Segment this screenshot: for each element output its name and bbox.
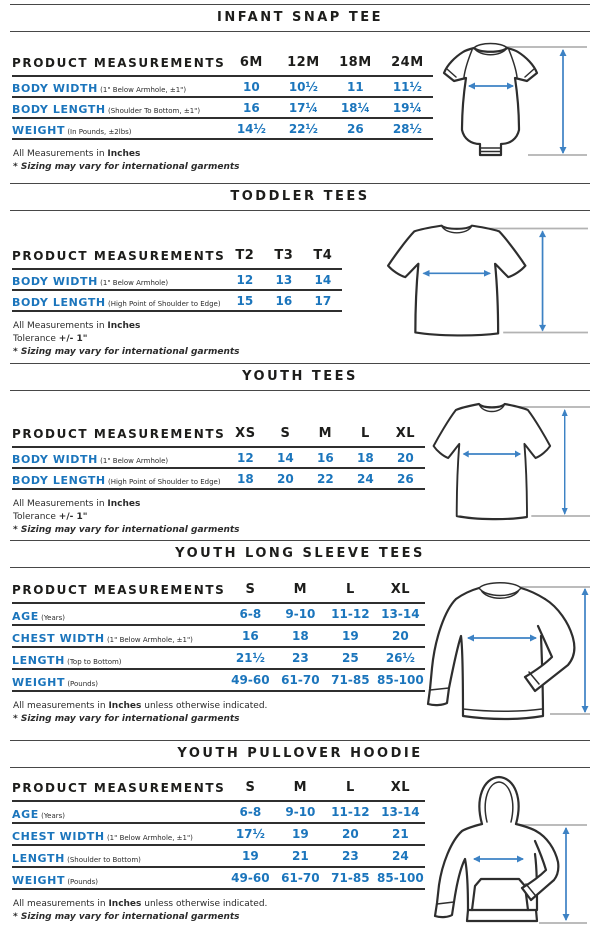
section-content <box>10 32 590 174</box>
measurement-row <box>12 845 425 867</box>
section-title: INFANT SNAP TEE <box>217 10 383 25</box>
size-chart-section <box>10 363 590 540</box>
measurement-note: (Top to Bottom) <box>64 657 122 666</box>
toddler-tee-icon <box>378 218 590 342</box>
measurement-row <box>12 823 425 845</box>
measurement-value: 85-100 <box>375 867 425 889</box>
footnotes <box>13 320 342 359</box>
garment-illustration <box>378 218 590 342</box>
section-title-bar <box>10 540 590 568</box>
garment-illustration <box>435 38 590 168</box>
measurement-value: 21 <box>375 823 425 845</box>
section-title: YOUTH PULLOVER HOODIE <box>177 746 423 761</box>
measurement-note: (Pounds) <box>65 679 98 688</box>
measurement-label-cell <box>12 823 225 845</box>
size-column-header: S <box>225 777 275 801</box>
measurement-value: 17¼ <box>277 97 329 118</box>
measurements-table <box>12 52 433 140</box>
measurement-value: 61-70 <box>275 669 325 691</box>
measurement-value: 20 <box>375 625 425 647</box>
garment-illustration <box>425 769 590 926</box>
footnote: All measurements in Inches unless otherwise indicated. <box>13 899 268 909</box>
measurement-row <box>12 867 425 889</box>
measurement-value: 20 <box>325 823 375 845</box>
section-title: YOUTH LONG SLEEVE TEES <box>175 546 425 561</box>
table-header-row <box>12 777 425 801</box>
measurement-value: 19 <box>225 845 275 867</box>
footnote: * Sizing may vary for international garments <box>13 912 240 922</box>
size-chart-page <box>0 4 600 926</box>
garment-outline <box>444 48 537 155</box>
table-header-label: PRODUCT MEASUREMENTS <box>12 245 225 269</box>
garment-body-fill <box>428 583 545 719</box>
measurement-value: 11-12 <box>325 603 375 625</box>
size-column-header: XL <box>375 777 425 801</box>
footnotes <box>13 898 425 924</box>
measurement-value: 49-60 <box>225 867 275 889</box>
measurement-value: 28½ <box>381 118 433 139</box>
measurement-note: (Pounds) <box>65 877 98 886</box>
footnote: * Sizing may vary for international garments <box>13 162 240 172</box>
measurement-row <box>12 76 433 97</box>
measurement-label: BODY LENGTH <box>12 103 106 116</box>
measurement-value: 13 <box>264 269 303 290</box>
measurement-value: 21½ <box>225 647 275 669</box>
size-column-header: T3 <box>264 245 303 269</box>
table-header-row <box>12 52 433 76</box>
size-column-header: 24M <box>381 52 433 76</box>
measurements-table <box>12 579 425 692</box>
size-column-header: XL <box>375 579 425 603</box>
measurements-table <box>12 777 425 890</box>
measurement-value: 22½ <box>277 118 329 139</box>
measurement-note: (Years) <box>38 613 66 622</box>
measurement-value: 16 <box>305 447 345 468</box>
measurement-label: BODY WIDTH <box>12 82 98 95</box>
measurement-value: 22 <box>305 468 345 489</box>
size-column-header: XL <box>385 423 425 447</box>
measurement-value: 19¼ <box>381 97 433 118</box>
size-chart-section <box>10 4 590 183</box>
footnotes <box>13 148 433 174</box>
measurement-value: 18 <box>275 625 325 647</box>
section-title-bar <box>10 740 590 768</box>
footnote: All Measurements in Inches <box>13 149 141 159</box>
measurement-value: 14½ <box>225 118 277 139</box>
size-column-header: S <box>265 423 305 447</box>
garment-illustration <box>425 576 590 734</box>
measurement-value: 16 <box>225 625 275 647</box>
measurement-label: BODY WIDTH <box>12 275 98 288</box>
measurement-note: (1" Below Armhole, ±1") <box>97 86 187 94</box>
size-column-header: 12M <box>277 52 329 76</box>
measurements-column <box>10 211 342 359</box>
size-column-header: T2 <box>225 245 264 269</box>
measurement-row <box>12 97 433 118</box>
measurement-note: (1" Below Armhole) <box>97 279 169 287</box>
measurement-label-cell <box>12 269 225 290</box>
size-chart-section <box>10 540 590 740</box>
measurement-label: CHEST WIDTH <box>12 829 105 843</box>
measurement-value: 12 <box>225 269 264 290</box>
body-length-arrow <box>539 230 546 331</box>
footnote: All Measurements in Inches <box>13 321 141 331</box>
measurement-label: BODY WIDTH <box>12 453 98 466</box>
youth-tee-icon <box>425 396 590 526</box>
measurement-note: (High Point of Shoulder to Edge) <box>105 300 221 308</box>
measurement-value: 11 <box>329 76 381 97</box>
footnote: Tolerance +/- 1" <box>13 334 88 344</box>
measurement-label-cell <box>12 447 225 468</box>
section-title: TODDLER TEES <box>230 189 370 204</box>
measurement-label-cell <box>12 647 225 669</box>
table-header-label: PRODUCT MEASUREMENTS <box>12 52 225 76</box>
pullover-hoodie-icon <box>425 769 590 926</box>
measurements-column <box>10 391 425 537</box>
long-sleeve-tee-icon <box>425 576 590 734</box>
measurement-value: 20 <box>385 447 425 468</box>
length-arrow <box>563 827 570 921</box>
measurement-label: WEIGHT <box>12 873 66 887</box>
measurement-row <box>12 447 425 468</box>
measurement-value: 23 <box>275 647 325 669</box>
measurement-note: (1" Below Armhole) <box>97 457 169 465</box>
table-header-label: PRODUCT MEASUREMENTS <box>12 777 225 801</box>
measurement-value: 6-8 <box>225 801 275 823</box>
measurement-note: (Years) <box>38 811 66 820</box>
table-header-row <box>12 423 425 447</box>
footnotes <box>13 498 425 537</box>
measurement-label-cell <box>12 669 225 691</box>
footnote: * Sizing may vary for international garments <box>13 347 240 357</box>
measurement-value: 17½ <box>225 823 275 845</box>
measurement-label: AGE <box>12 609 39 623</box>
section-content <box>10 568 590 734</box>
footnote: All measurements in Inches unless otherwise indicated. <box>13 701 268 711</box>
measurement-value: 24 <box>375 845 425 867</box>
measurements-table <box>12 245 342 312</box>
measurement-value: 25 <box>325 647 375 669</box>
measurement-value: 12 <box>225 447 265 468</box>
size-column-header: S <box>225 579 275 603</box>
measurement-value: 13-14 <box>375 801 425 823</box>
measurement-label: LENGTH <box>12 653 65 667</box>
measurement-label-cell <box>12 603 225 625</box>
measurement-value: 26 <box>385 468 425 489</box>
size-chart <box>10 4 590 926</box>
size-column-header: M <box>275 579 325 603</box>
size-column-header: T4 <box>303 245 342 269</box>
size-column-header: M <box>275 777 325 801</box>
measurement-value: 21 <box>275 845 325 867</box>
measurement-row <box>12 647 425 669</box>
measurement-label-cell <box>12 845 225 867</box>
measurement-label-cell <box>12 118 225 139</box>
measurement-value: 9-10 <box>275 801 325 823</box>
table-header-label: PRODUCT MEASUREMENTS <box>12 423 225 447</box>
measurement-value: 61-70 <box>275 867 325 889</box>
measurement-label: CHEST WIDTH <box>12 631 105 645</box>
measurement-row <box>12 269 342 290</box>
measurements-column <box>10 32 433 174</box>
measurement-value: 16 <box>264 290 303 311</box>
infant-snap-tee-icon <box>435 38 590 168</box>
measurement-value: 19 <box>325 625 375 647</box>
measurement-label-cell <box>12 97 225 118</box>
table-header-label: PRODUCT MEASUREMENTS <box>12 579 225 603</box>
length-arrow <box>582 588 589 713</box>
measurements-table <box>12 423 425 490</box>
measurement-label: BODY LENGTH <box>12 296 106 309</box>
measurement-value: 26 <box>329 118 381 139</box>
size-chart-section <box>10 740 590 926</box>
measurement-note: (Shoulder To Bottom, ±1") <box>105 107 201 115</box>
measurement-value: 19 <box>275 823 325 845</box>
measurement-row <box>12 801 425 823</box>
measurement-value: 6-8 <box>225 603 275 625</box>
measurement-label-cell <box>12 625 225 647</box>
measurements-column <box>10 768 425 924</box>
size-column-header: 6M <box>225 52 277 76</box>
measurement-label: AGE <box>12 807 39 821</box>
measurement-value: 23 <box>325 845 375 867</box>
section-title-bar <box>10 363 590 391</box>
body-length-arrow <box>562 409 568 515</box>
size-column-header: XS <box>225 423 265 447</box>
measurement-value: 14 <box>303 269 342 290</box>
measurement-value: 11-12 <box>325 801 375 823</box>
measurement-label: BODY LENGTH <box>12 474 106 487</box>
footnote: All Measurements in Inches <box>13 499 141 509</box>
size-column-header: L <box>325 579 375 603</box>
garment-outline <box>388 226 525 336</box>
measurement-value: 10½ <box>277 76 329 97</box>
measurement-label-cell <box>12 867 225 889</box>
measurement-note: (In Pounds, ±2lbs) <box>65 128 132 136</box>
measurement-value: 17 <box>303 290 342 311</box>
measurement-value: 18 <box>225 468 265 489</box>
measurement-note: (1" Below Armhole, ±1") <box>104 635 193 644</box>
section-content <box>10 211 590 359</box>
measurement-label-cell <box>12 290 225 311</box>
measurement-value: 10 <box>225 76 277 97</box>
measurement-value: 85-100 <box>375 669 425 691</box>
measurement-value: 24 <box>345 468 385 489</box>
measurement-value: 14 <box>265 447 305 468</box>
measurement-value: 49-60 <box>225 669 275 691</box>
measurement-label-cell <box>12 801 225 823</box>
section-title-bar <box>10 183 590 211</box>
size-column-header: 18M <box>329 52 381 76</box>
size-chart-section <box>10 183 590 363</box>
measurement-value: 71-85 <box>325 669 375 691</box>
measurement-value: 18¼ <box>329 97 381 118</box>
measurement-value: 15 <box>225 290 264 311</box>
section-title: YOUTH TEES <box>242 369 358 384</box>
size-column-header: M <box>305 423 345 447</box>
measurement-label: LENGTH <box>12 851 65 865</box>
measurement-value: 26½ <box>375 647 425 669</box>
measurement-label-cell <box>12 76 225 97</box>
measurement-row <box>12 290 342 311</box>
measurement-value: 11½ <box>381 76 433 97</box>
measurement-value: 9-10 <box>275 603 325 625</box>
measurement-note: (1" Below Armhole, ±1") <box>104 833 193 842</box>
size-column-header: L <box>345 423 385 447</box>
measurement-value: 71-85 <box>325 867 375 889</box>
footnote: Tolerance +/- 1" <box>13 512 88 522</box>
body-length-arrow <box>560 49 567 154</box>
section-title-bar <box>10 4 590 32</box>
measurement-note: (High Point of Shoulder to Edge) <box>105 478 221 486</box>
measurement-row <box>12 468 425 489</box>
garment-illustration <box>425 396 590 526</box>
measurement-value: 13-14 <box>375 603 425 625</box>
size-column-header: L <box>325 777 375 801</box>
measurement-row <box>12 603 425 625</box>
measurement-row <box>12 625 425 647</box>
measurement-row <box>12 118 433 139</box>
measurement-value: 16 <box>225 97 277 118</box>
footnotes <box>13 700 425 726</box>
footnote: * Sizing may vary for international garments <box>13 525 240 535</box>
measurement-label-cell <box>12 468 225 489</box>
table-header-row <box>12 245 342 269</box>
measurement-label: WEIGHT <box>12 124 66 137</box>
footnote: * Sizing may vary for international garments <box>13 714 240 724</box>
table-header-row <box>12 579 425 603</box>
section-content <box>10 391 590 537</box>
section-content <box>10 768 590 926</box>
measurement-label: WEIGHT <box>12 675 66 689</box>
measurements-column <box>10 568 425 726</box>
measurement-value: 20 <box>265 468 305 489</box>
measurement-row <box>12 669 425 691</box>
measurement-value: 18 <box>345 447 385 468</box>
measurement-note: (Shoulder to Bottom) <box>64 855 141 864</box>
garment-outline <box>434 404 551 519</box>
